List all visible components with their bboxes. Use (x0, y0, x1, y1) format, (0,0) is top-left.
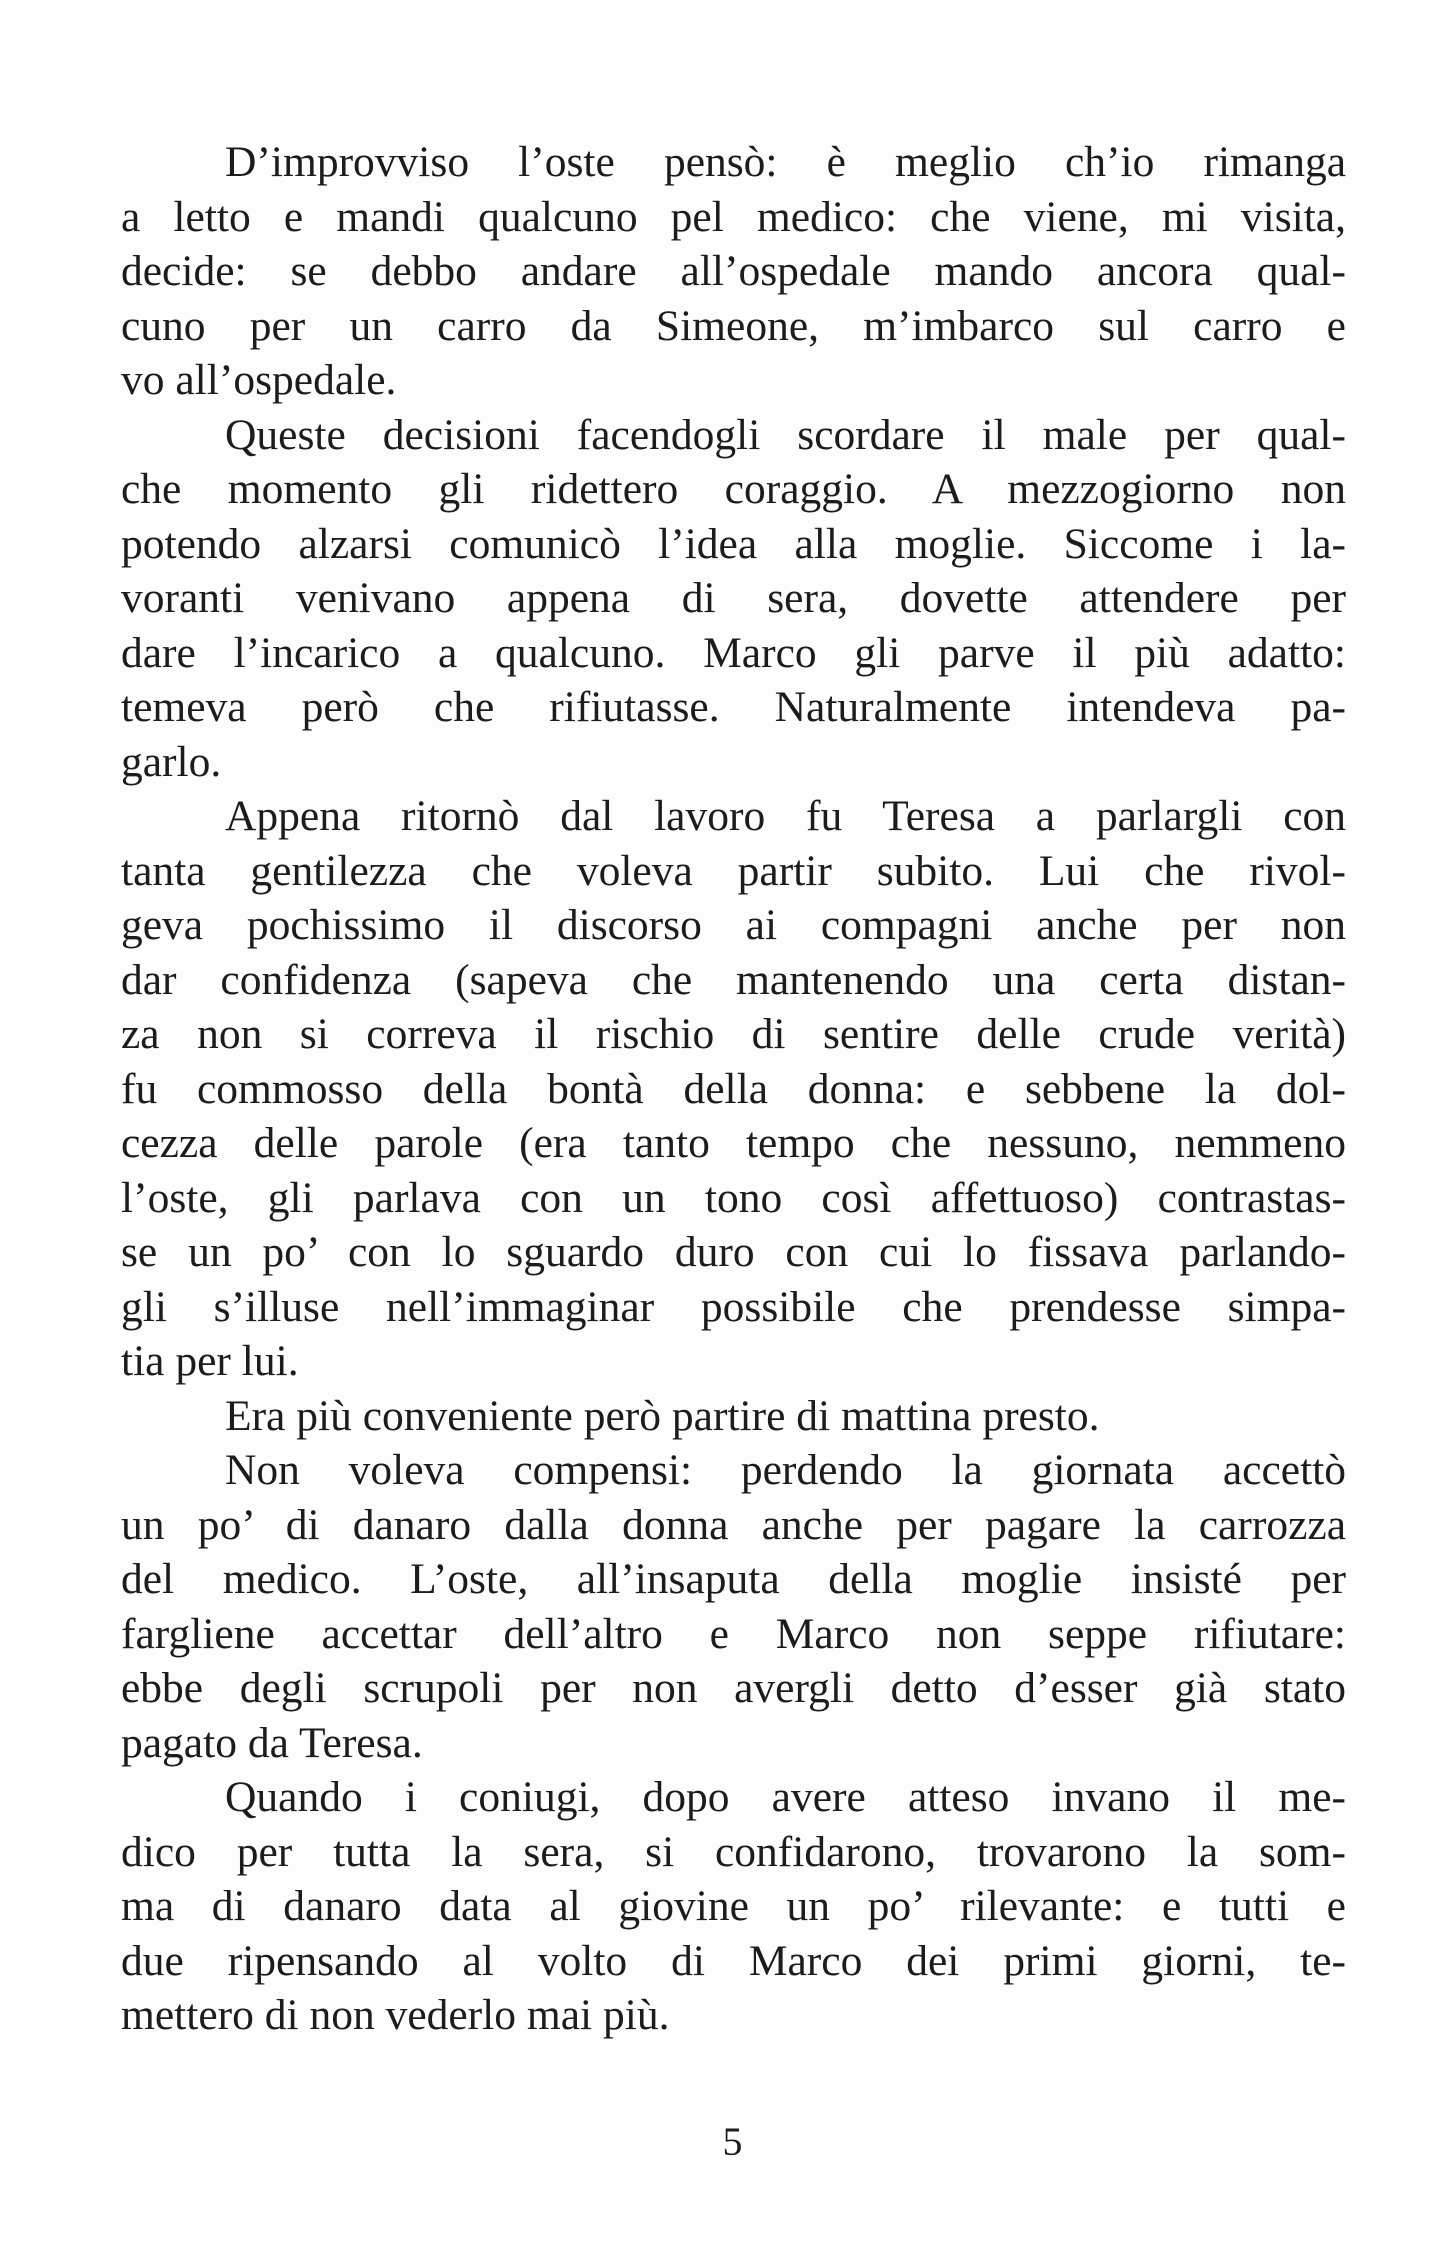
text-line: tia per lui. (121, 1337, 299, 1385)
text-line: un po’ di danaro dalla donna anche per pagare la carrozza (121, 1500, 1346, 1549)
text-line: Era più conveniente però partire di mattina presto. (225, 1391, 1100, 1440)
text-line: dico per tutta la sera, si confidarono, trovarono la som- (121, 1827, 1346, 1876)
text-line: cuno per un carro da Simeone, m’imbarco sul carro e (121, 301, 1346, 350)
text-line: dare l’incarico a qualcuno. Marco gli parve il più adatto: (121, 628, 1346, 677)
text-line: pagato da Teresa. (121, 1718, 423, 1767)
text-line: Non voleva compensi: perdendo la giornata accettò (225, 1446, 1346, 1494)
paragraph (121, 1443, 1346, 1770)
text-line: vo all’ospedale. (121, 356, 397, 404)
paragraph (121, 135, 1346, 408)
text-line: geva pochissimo il discorso ai compagni anche per non (121, 901, 1346, 949)
text-line: Appena ritornò dal lavoro fu Teresa a parlargli con (225, 792, 1346, 840)
text-line: due ripensando al volto di Marco dei primi giorni, te- (121, 1936, 1346, 1985)
text-line: fu commosso della bontà della donna: e sebbene la dol- (121, 1064, 1346, 1113)
text-line: potendo alzarsi comunicò l’idea alla moglie. Siccome i la- (121, 519, 1346, 568)
text-line: voranti venivano appena di sera, dovette attendere per (121, 574, 1346, 622)
text-line: tanta gentilezza che voleva partir subito. Lui che rivol- (121, 846, 1346, 895)
text-line: fargliene accettar dell’altro e Marco non seppe rifiutare: (121, 1609, 1346, 1658)
text-line: ma di danaro data al giovine un po’ rilevante: e tutti e (121, 1882, 1346, 1930)
text-line: mettero di non vederlo mai più. (121, 1991, 670, 2039)
text-line: che momento gli ridettero coraggio. A mezzogiorno non (121, 465, 1346, 513)
text-line: za non si correva il rischio di sentire delle crude verità) (121, 1010, 1346, 1058)
text-line: Quando i coniugi, dopo avere atteso invano il me- (225, 1773, 1346, 1821)
text-line: a letto e mandi qualcuno pel medico: che viene, mi visita, (121, 192, 1346, 241)
text-line: garlo. (121, 737, 222, 786)
paragraph (121, 408, 1346, 790)
text-line: D’improvviso l’oste pensò: è meglio ch’io rimanga (225, 138, 1346, 186)
paragraph (121, 1389, 1346, 1444)
text-line: dar confidenza (sapeva che mantenendo una certa distan- (121, 955, 1346, 1004)
paragraph (121, 1770, 1346, 2043)
text-line: l’oste, gli parlava con un tono così affettuoso) contrastas- (121, 1173, 1346, 1222)
text-line: gli s’illuse nell’immaginar possibile che prendesse simpa- (121, 1282, 1346, 1331)
paragraph (121, 789, 1346, 1389)
text-line: del medico. L’oste, all’insaputa della moglie insisté per (121, 1555, 1346, 1603)
text-line: decide: se debbo andare all’ospedale mando ancora qual- (121, 247, 1346, 295)
body-text (121, 135, 1346, 2043)
page-number: 5 (722, 2119, 743, 2164)
text-line: se un po’ con lo sguardo duro con cui lo fissava parlando- (121, 1228, 1346, 1276)
text-line: cezza delle parole (era tanto tempo che nessuno, nemmeno (121, 1119, 1346, 1167)
text-line: temeva però che rifiutasse. Naturalmente intendeva pa- (121, 683, 1346, 731)
text-line: ebbe degli scrupoli per non avergli detto d’esser già stato (121, 1664, 1346, 1712)
text-line: Queste decisioni facendogli scordare il male per qual- (225, 410, 1346, 459)
